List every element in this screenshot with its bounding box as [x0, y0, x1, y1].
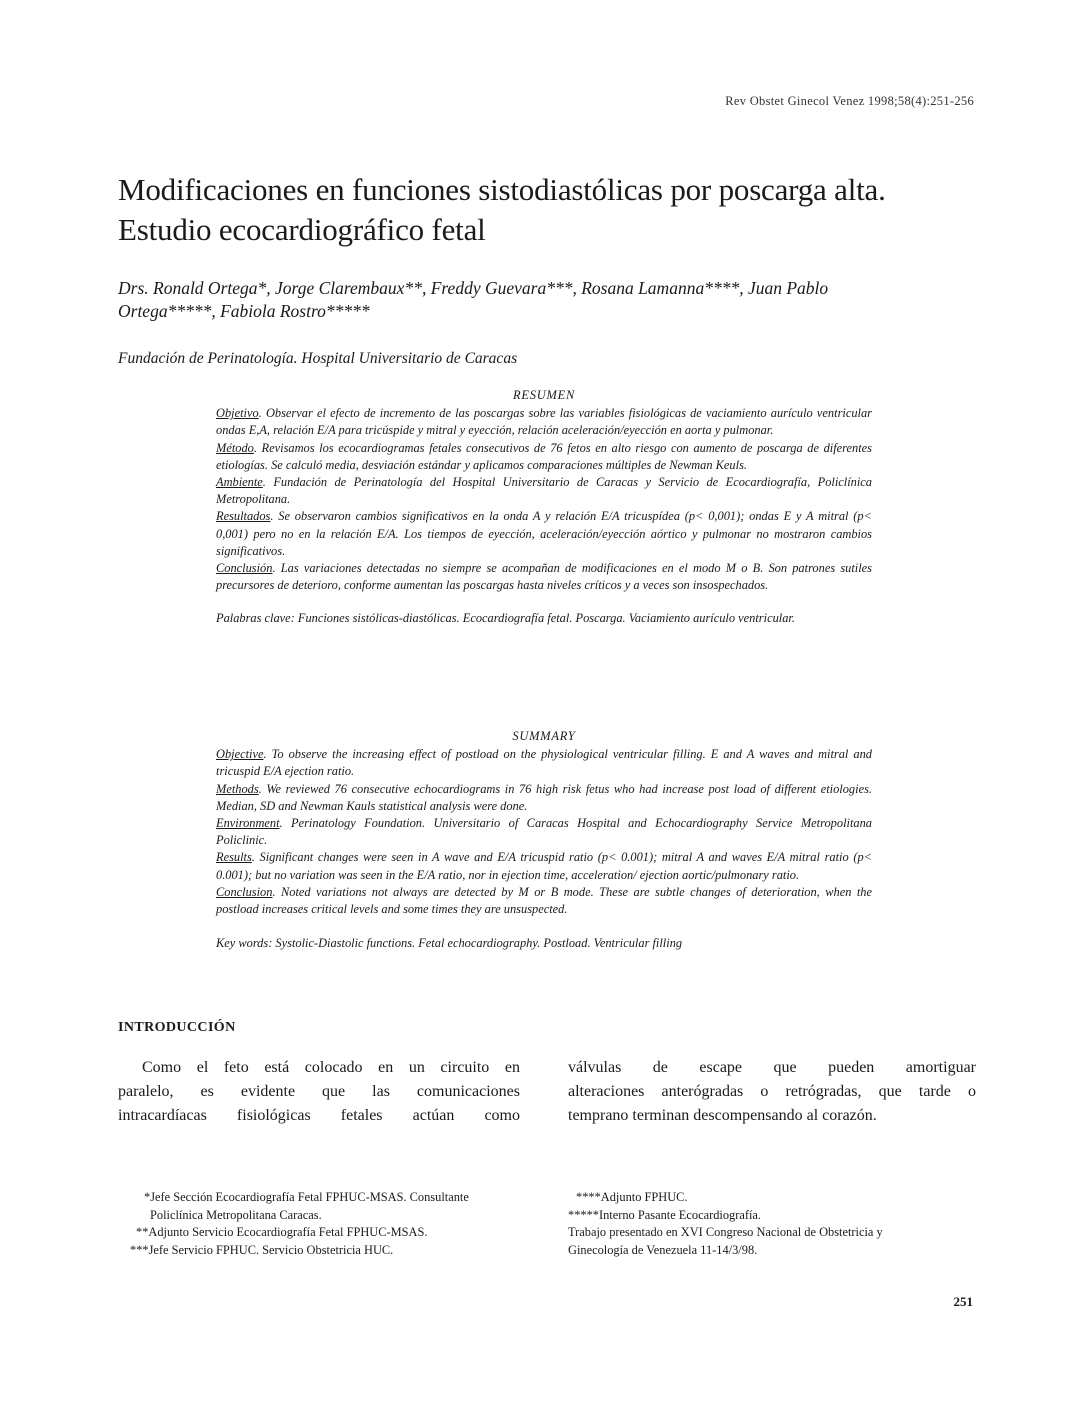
- objetivo-text: . Observar el efecto de incremento de las poscargas sobre las variables fisiológicas de vaciamiento aurículo ventricular ondas E,A, relación E/A para tricúspide y mitral y eyección, relación aceleración/eyección en aorta y pulmonar.: [216, 406, 872, 438]
- affiliation: Fundación de Perinatología. Hospital Universitario de Caracas: [118, 350, 518, 367]
- metodo-label: Método: [216, 440, 254, 455]
- ambiente-label: Ambiente: [216, 475, 263, 490]
- footnotes-right: [568, 1189, 988, 1259]
- summary-results: [216, 849, 872, 883]
- summary-heading: SUMMARY: [512, 729, 576, 743]
- summary-environment: [216, 815, 872, 849]
- key-words: Key words: Systolic-Diastolic functions. Fetal echocardiography. Postload. Ventricular filling: [216, 936, 683, 951]
- introduccion-heading: INTRODUCCIÓN: [118, 1020, 236, 1035]
- body-left-line-3: intracardíacas fisiológicas fetales actúan como: [118, 1107, 520, 1124]
- metodo-text: . Revisamos los ecocardiogramas fetales consecutivos de 76 fetos en alto riesgo con aumento de poscarga de diferentes etiologías. Se calculó media, desviación estándar y aplicamos comparaciones múltiples de Newman Keuls.: [216, 440, 872, 472]
- body-left-line-2: paralelo, es evidente que las comunicaciones: [118, 1083, 520, 1100]
- conclusion-en-text: . Noted variations not always are detected by M or B mode. These are subtle changes of deterioration, when the postload increases critical levels and some times they are unsuspected.: [216, 884, 872, 917]
- palabras-clave: Palabras clave: Funciones sistólicas-diastólicas. Ecocardiografía fetal. Poscarga. Vaciamiento aurículo ventricular.: [216, 611, 795, 626]
- article-title: [118, 170, 998, 250]
- body-left-line-1: Como el feto está colocado en un circuito en: [142, 1059, 520, 1076]
- title-line-2: Estudio ecocardiográfico fetal: [118, 212, 486, 247]
- environment-text: . Perinatology Foundation. Universitario of Caracas Hospital and Echocardiography Service Metropolitana Policlinic.: [216, 816, 872, 848]
- methods-label: Methods: [216, 781, 259, 796]
- footnote-1: *Jefe Sección Ecocardiografía Fetal FPHUC-MSAS. Consultante: [144, 1190, 469, 1204]
- authors-line-2: Ortega*****, Fabiola Rostro*****: [118, 301, 370, 321]
- body-column-left: [118, 1056, 520, 1128]
- resultados-text: . Se observaron cambios significativos en la onda A y relación E/A tricuspídea (p< 0,001); ondas E y A mitral (p< 0,001) pero no en la relación E/A. Los tiempos de eyección, aceleración/eyección aórtico y pulmonar no mostraron cambios significativos.: [216, 509, 872, 558]
- body-right-line-2: alteraciones anterógradas o retrógradas, que tarde o: [568, 1083, 976, 1100]
- footnote-1-cont: Policlínica Metropolitana Caracas.: [150, 1207, 322, 1222]
- summary-conclusion: [216, 884, 872, 918]
- objective-text: . To observe the increasing effect of postload on the physiological ventricular filling. E and A waves and mitral and tricuspid E/A ejection ratio.: [216, 747, 872, 779]
- page-number: 251: [953, 1294, 973, 1309]
- results-text: . Significant changes were seen in A wave and E/A tricuspid ratio (p< 0.001); mitral A and waves E/A mitral ratio (p< 0.001); but no variation was seen in the E/A ratio, nor in ejection time, acceleration/ ejection aortic/pulmonary ratio.: [216, 850, 872, 882]
- results-label: Results: [216, 850, 252, 865]
- footnote-4: ****Adjunto FPHUC.: [576, 1190, 688, 1204]
- summary-methods: [216, 781, 872, 815]
- abstract-spanish: [216, 387, 872, 628]
- authors-line-1: Drs. Ronald Ortega*, Jorge Clarembaux**, Freddy Guevara***, Rosana Lamanna****, Juan Pablo: [118, 278, 829, 298]
- objective-label: Objective: [216, 747, 264, 762]
- footnote-5: *****Interno Pasante Ecocardiografía.: [568, 1207, 762, 1222]
- author-list: [118, 277, 978, 323]
- resumen-conclusion: [216, 560, 872, 594]
- abstract-english: [216, 728, 872, 952]
- footnote-2: **Adjunto Servicio Ecocardiografía Fetal FPHUC-MSAS.: [136, 1225, 428, 1239]
- footnote-3: ***Jefe Servicio FPHUC. Servicio Obstetricia HUC.: [130, 1242, 394, 1257]
- resumen-objetivo: [216, 405, 872, 439]
- resumen-ambiente: [216, 474, 872, 508]
- conclusion-text: . Las variaciones detectadas no siempre se acompañan de modificaciones en el modo M o B. Son patrones sutiles precursores de deterioro, conforme aumentan las poscargas hasta niveles críticos y a veces son insospechados.: [216, 561, 872, 593]
- journal-reference: Rev Obstet Ginecol Venez 1998;58(4):251-256: [725, 94, 974, 108]
- resumen-heading: RESUMEN: [512, 388, 576, 402]
- title-line-1: Modificaciones en funciones sistodiastólicas por poscarga alta.: [118, 172, 886, 207]
- body-right-line-3: temprano terminan descompensando al corazón.: [568, 1107, 877, 1124]
- body-column-right: [568, 1056, 976, 1128]
- conclusion-label: Conclusión: [216, 561, 273, 576]
- ambiente-text: . Fundación de Perinatología del Hospital Universitario de Caracas y Servicio de Ecocardiografía, Policlínica Metropolitana.: [216, 475, 872, 507]
- footnote-presented-cont: Ginecología de Venezuela 11-14/3/98.: [568, 1242, 758, 1257]
- summary-objective: [216, 746, 872, 780]
- methods-text: . We reviewed 76 consecutive echocardiograms in 76 high risk fetus who had increase post load of different etiologies. Median, SD and Newman Kauls statistical analysis were done.: [216, 781, 872, 813]
- resumen-resultados: [216, 508, 872, 560]
- resumen-metodo: [216, 440, 872, 474]
- environment-label: Environment: [216, 816, 280, 831]
- footnote-presented: Trabajo presentado en XVI Congreso Nacional de Obstetricia y: [568, 1225, 883, 1239]
- body-right-line-1: válvulas de escape que pueden amortiguar: [568, 1059, 976, 1076]
- conclusion-en-label: Conclusion: [216, 884, 273, 899]
- objetivo-label: Objetivo: [216, 406, 259, 421]
- resultados-label: Resultados: [216, 509, 271, 524]
- footnotes-left: [118, 1189, 538, 1259]
